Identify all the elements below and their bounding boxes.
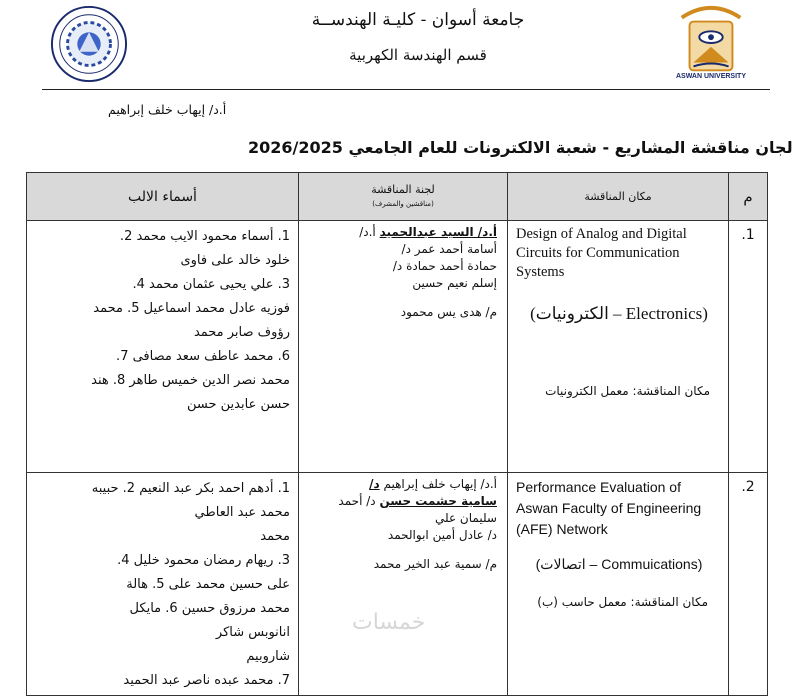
header-students: أسماء الالب <box>27 173 299 221</box>
committee-head: أ.د/ إيهاب خلف إبراهيم <box>383 477 497 491</box>
committee-cell <box>299 473 508 696</box>
place-cell <box>508 221 729 473</box>
committee-head: أ.د/ السيد عبدالحميد <box>379 225 497 239</box>
project-track: (الكترونيات – Electronics) <box>530 304 708 323</box>
committee-member: أ.د/ <box>359 225 376 239</box>
committee-member-underlined: سامية حشمت حسن <box>379 494 497 508</box>
student-line: 1. أدهم احمد بكر عبد النعيم 2. حبيبه <box>91 481 290 496</box>
committee-member: م/ سمية عبد الخير محمد <box>373 557 497 571</box>
committee-member: أسامة أحمد عمر د/ <box>401 242 497 256</box>
discussion-location: مكان المناقشة: معمل حاسب (ب) <box>537 595 708 609</box>
committee-cell <box>299 221 508 473</box>
table-header-row <box>27 173 768 221</box>
header-committee-note: (مناقشين والمشرف) <box>372 199 434 208</box>
header-place: مكان المناقشة <box>508 173 729 221</box>
student-line: 3. ريهام رمضان محمود خليل 4. <box>117 553 290 568</box>
students-cell <box>27 221 299 473</box>
student-line: 1. أسماء محمود الايب محمد 2. <box>119 229 290 244</box>
student-line: شاروبيم <box>246 649 290 664</box>
university-logo-caption: ASWAN UNIVERSITY <box>675 73 746 80</box>
committee-member-title: د/ <box>369 477 380 491</box>
committee-member: م/ هدى يس محمود <box>400 305 497 319</box>
discussion-location: مكان المناقشة: معمل الكترونيات <box>545 384 710 398</box>
committee-member: حمادة أحمد حمادة د/ <box>392 259 497 273</box>
student-line: حسن عابدين حسن <box>187 397 290 412</box>
university-faculty-title: جامعة أسوان - كليـة الهندســة <box>311 10 525 30</box>
committee-member: إسلم نعيم حسين <box>412 276 497 290</box>
row-number: .1 <box>729 221 768 473</box>
header-committee-label: لجنة المناقشة <box>371 182 435 196</box>
student-line: رؤوف صابر محمد <box>193 325 290 340</box>
student-line: 6. محمد عاطف سعد مصافى 7. <box>116 349 290 364</box>
project-track: (اتصالات – Commuications) <box>535 556 703 572</box>
student-line: 7. محمد عبده ناصر عبد الحميد <box>123 673 290 688</box>
committee-member: د/ أحمد <box>338 494 376 508</box>
page-title: لجان مناقشة المشاريع - شعبة الالكترونات للعام الجامعي 2026/2025 <box>248 138 793 157</box>
project-title: Performance Evaluation of Aswan Faculty of Engineering (AFE) Network <box>516 479 702 537</box>
student-line: 3. علي يحيى عثمان محمد 4. <box>132 277 290 292</box>
department-title: قسم الهندسة الكهربية <box>349 46 487 64</box>
student-line: محمد نصر الدين خميس طاهر 8. هند <box>91 373 290 388</box>
committee-member: سليمان علي <box>434 511 497 525</box>
watermark: خمسات <box>352 610 426 635</box>
student-line: محمد عبد العاطي <box>194 505 290 520</box>
student-line: انانوبس شاكر <box>215 625 290 640</box>
table-row <box>27 221 768 473</box>
student-line: فوزيه عادل محمد اسماعيل 5. محمد <box>93 301 290 316</box>
student-line: خلود خالد على فاوى <box>180 253 290 268</box>
header-number: م <box>729 173 768 221</box>
supervisor-line: أ.د/ إيهاب خلف إبراهيم <box>108 102 227 117</box>
row-number: .2 <box>729 473 768 696</box>
faculty-logo <box>50 5 128 83</box>
header-committee <box>299 173 508 221</box>
header-divider <box>42 89 770 90</box>
students-cell <box>27 473 299 696</box>
student-line: محمد مرزوق حسين 6. مايكل <box>129 601 290 616</box>
student-line: محمد <box>260 529 290 544</box>
student-line: على حسين محمد على 5. هالة <box>126 577 290 592</box>
committee-member: د/ عادل أمين ابوالحمد <box>387 528 497 542</box>
project-title: Design of Analog and Digital Circuits for Communication Systems <box>516 226 687 280</box>
place-cell <box>508 473 729 696</box>
table-row <box>27 473 768 696</box>
